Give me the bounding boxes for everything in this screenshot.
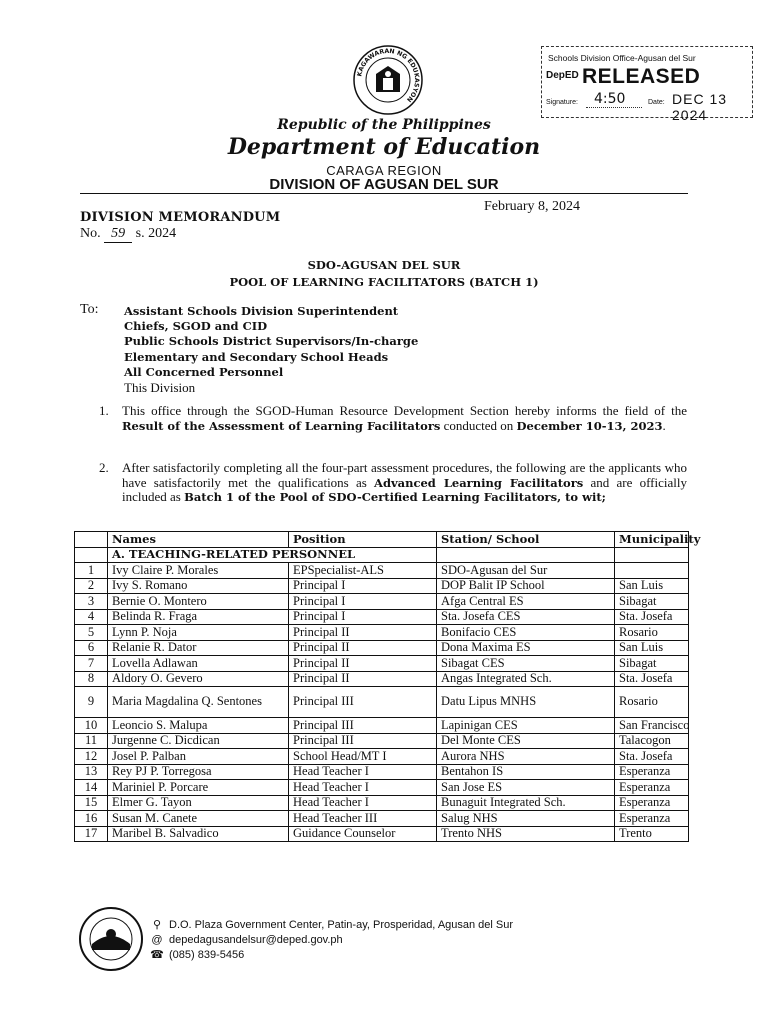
section-title: A. TEACHING-RELATED PERSONNEL: [108, 547, 437, 563]
memo-number-value: 59: [104, 226, 132, 243]
header-station: Station/ School: [437, 532, 615, 548]
paragraph-text: [122, 461, 687, 505]
cell-no: 8: [75, 671, 108, 687]
cell-no: 5: [75, 625, 108, 641]
cell-station: Afga Central ES: [437, 594, 615, 610]
cell-name: Mariniel P. Porcare: [108, 780, 289, 796]
cell-municipality: Esperanza: [615, 811, 689, 827]
cell-municipality: San Francisco: [615, 718, 689, 734]
memo-series: s. 2024: [135, 226, 177, 241]
cell-name: Maria Magdalina Q. Sentones: [108, 687, 289, 718]
header-republic: Republic of the Philippines: [277, 117, 491, 133]
cell-position: Principal III: [289, 733, 437, 749]
cell-name: Susan M. Canete: [108, 811, 289, 827]
cell-position: Head Teacher III: [289, 811, 437, 827]
released-stamp: [541, 46, 753, 123]
table-header-row: [75, 532, 689, 548]
table-row: [75, 795, 689, 811]
to-label: To:: [80, 302, 99, 317]
cell-name: Relanie R. Dator: [108, 640, 289, 656]
cell-position: Principal III: [289, 718, 437, 734]
cell-station: San Jose ES: [437, 780, 615, 796]
paragraph-text-segment: .: [662, 417, 666, 433]
section-no-cell: [75, 547, 108, 563]
cell-position: Principal I: [289, 594, 437, 610]
cell-no: 6: [75, 640, 108, 656]
stamp-date-value: DEC 13 2024: [672, 91, 728, 123]
cell-municipality: Esperanza: [615, 780, 689, 796]
cell-municipality: Rosario: [615, 625, 689, 641]
phone-icon: ☎: [150, 949, 164, 961]
table-row: [75, 609, 689, 625]
cell-station: Datu Lipus MNHS: [437, 687, 615, 718]
cell-municipality: Sta. Josefa: [615, 749, 689, 765]
paragraph-bold-segment: Batch 1 of the Pool of SDO-Certified Learning Facilitators, to wit;: [184, 490, 606, 505]
recipient-item: Elementary and Secondary School Heads: [124, 349, 389, 364]
stamp-deped: DepED: [546, 70, 579, 81]
cell-station: Bunaguit Integrated Sch.: [437, 795, 615, 811]
header-department: Department of Education: [227, 134, 541, 160]
table-row: [75, 764, 689, 780]
cell-position: Principal I: [289, 609, 437, 625]
cell-municipality: Sta. Josefa: [615, 671, 689, 687]
paragraph-text-segment: conducted on: [440, 417, 517, 433]
stamp-office: Schools Division Office-Agusan del Sur: [548, 53, 696, 63]
paragraph-bold-segment: Advanced Learning Facilitators: [374, 475, 584, 490]
paragraph-number: 1.: [99, 403, 109, 418]
memo-number: [80, 226, 176, 243]
recipient-item: Public Schools District Supervisors/In-charge: [124, 334, 419, 349]
cell-no: 11: [75, 733, 108, 749]
cell-station: Angas Integrated Sch.: [437, 671, 615, 687]
location-pin-icon: ⚲: [152, 919, 162, 931]
header-position: Position: [289, 532, 437, 548]
cell-no: 3: [75, 594, 108, 610]
table-row: [75, 656, 689, 672]
table-row: [75, 625, 689, 641]
cell-station: Aurora NHS: [437, 749, 615, 765]
cell-no: 9: [75, 687, 108, 718]
table-row: [75, 563, 689, 579]
memo-subject-line1: SDO-AGUSAN DEL SUR: [307, 258, 461, 272]
cell-no: 17: [75, 826, 108, 842]
memo-title: DIVISION MEMORANDUM: [80, 210, 281, 225]
footer-email: depedagusandelsur@deped.gov.ph: [169, 934, 343, 946]
paragraph-2: [99, 461, 687, 505]
cell-name: Rey PJ P. Torregosa: [108, 764, 289, 780]
recipient-item: All Concerned Personnel: [124, 364, 284, 379]
memo-date: February 8, 2024: [484, 199, 581, 214]
cell-position: Head Teacher I: [289, 795, 437, 811]
email-icon: @: [151, 934, 163, 946]
paragraph-bold-segment: December 10-13, 2023: [516, 418, 663, 433]
paragraph-text-segment: After satisfactorily completing all the four-part assessment procedures, the following are the applicants who have satisfactorily met the qualifications as: [122, 460, 687, 490]
recipient-item: Assistant Schools Division Superintendent: [124, 304, 399, 318]
cell-name: Belinda R. Fraga: [108, 609, 289, 625]
cell-no: 13: [75, 764, 108, 780]
footer-address: D.O. Plaza Government Center, Patin-ay, Prosperidad, Agusan del Sur: [169, 919, 514, 931]
cell-name: Elmer G. Tayon: [108, 795, 289, 811]
cell-no: 4: [75, 609, 108, 625]
header-no: [75, 532, 108, 548]
table-row: [75, 780, 689, 796]
cell-municipality: San Luis: [615, 578, 689, 594]
table-row: [75, 749, 689, 765]
section-row: [75, 547, 689, 563]
cell-municipality: Rosario: [615, 687, 689, 718]
paragraph-text-segment: and are officially included as: [122, 474, 687, 505]
cell-municipality: Talacogon: [615, 733, 689, 749]
cell-no: 12: [75, 749, 108, 765]
cell-municipality: San Luis: [615, 640, 689, 656]
footer-address-row: [150, 918, 513, 933]
memo-subject-line2: POOL OF LEARNING FACILITATORS (BATCH 1): [229, 275, 539, 289]
cell-station: Salug NHS: [437, 811, 615, 827]
paragraph-text: [122, 404, 687, 433]
cell-position: Principal III: [289, 687, 437, 718]
cell-position: Principal II: [289, 625, 437, 641]
cell-name: Ivy S. Romano: [108, 578, 289, 594]
cell-station: Bentahon IS: [437, 764, 615, 780]
table-row: [75, 733, 689, 749]
stamp-signature-label: Signature:: [546, 99, 578, 106]
cell-station: Dona Maxima ES: [437, 640, 615, 656]
paragraph-number: 2.: [99, 460, 109, 475]
stamp-status: RELEASED: [582, 65, 701, 88]
recipient-item: Chiefs, SGOD and CID: [124, 319, 268, 334]
table-row: [75, 671, 689, 687]
paragraph-1: [99, 404, 687, 433]
seal-ring-text: KAGAWARAN NG EDUKASYON: [356, 47, 421, 104]
cell-no: 14: [75, 780, 108, 796]
stamp-signature-line: [586, 107, 642, 108]
cell-no: 10: [75, 718, 108, 734]
cell-position: EPSpecialist-ALS: [289, 563, 437, 579]
cell-no: 16: [75, 811, 108, 827]
table-row: [75, 811, 689, 827]
cell-position: Principal II: [289, 671, 437, 687]
cell-municipality: Sta. Josefa: [615, 609, 689, 625]
cell-name: Maribel B. Salvadico: [108, 826, 289, 842]
header-divider: [80, 193, 688, 194]
cell-name: Leoncio S. Malupa: [108, 718, 289, 734]
footer-email-row: [150, 933, 513, 948]
cell-no: 2: [75, 578, 108, 594]
stamp-signature-value: 4:50: [594, 91, 626, 107]
cell-municipality: Sibagat: [615, 656, 689, 672]
cell-no: 15: [75, 795, 108, 811]
cell-municipality: [615, 563, 689, 579]
footer-logo: [78, 906, 144, 972]
cell-name: Lynn P. Noja: [108, 625, 289, 641]
footer-phone: (085) 839-5456: [169, 949, 245, 961]
cell-municipality: Sibagat: [615, 594, 689, 610]
cell-position: School Head/MT I: [289, 749, 437, 765]
cell-station: SDO-Agusan del Sur: [437, 563, 615, 579]
cell-station: Bonifacio CES: [437, 625, 615, 641]
footer-contact: [150, 918, 513, 963]
cell-no: 1: [75, 563, 108, 579]
section-empty-cell: [615, 547, 689, 563]
paragraph-bold-segment: Result of the Assessment of Learning Facilitators: [122, 418, 441, 433]
cell-position: Principal II: [289, 640, 437, 656]
cell-no: 7: [75, 656, 108, 672]
table-row: [75, 640, 689, 656]
header-names: Names: [108, 532, 289, 548]
header-region: CARAGA REGION: [326, 163, 442, 178]
cell-station: Trento NHS: [437, 826, 615, 842]
cell-station: Sta. Josefa CES: [437, 609, 615, 625]
cell-station: DOP Balit IP School: [437, 578, 615, 594]
section-empty-cell: [437, 547, 615, 563]
cell-municipality: Esperanza: [615, 795, 689, 811]
cell-name: Aldory O. Gevero: [108, 671, 289, 687]
facilitators-table: [74, 531, 701, 842]
cell-position: Head Teacher I: [289, 780, 437, 796]
deped-seal: [352, 44, 424, 116]
recipient-list: [124, 304, 418, 395]
memo-number-label: No.: [80, 226, 101, 241]
table-row: [75, 594, 689, 610]
cell-name: Josel P. Palban: [108, 749, 289, 765]
table-row: [75, 578, 689, 594]
header-municipality: Municipality: [615, 532, 689, 548]
table-row: [75, 687, 689, 718]
cell-station: Del Monte CES: [437, 733, 615, 749]
cell-municipality: Trento: [615, 826, 689, 842]
cell-station: Lapinigan CES: [437, 718, 615, 734]
table-row: [75, 826, 689, 842]
header-division: DIVISION OF AGUSAN DEL SUR: [269, 176, 499, 193]
table-row: [75, 718, 689, 734]
cell-position: Head Teacher I: [289, 764, 437, 780]
cell-position: Principal I: [289, 578, 437, 594]
recipient-closing: This Division: [124, 380, 196, 396]
footer-phone-row: [150, 948, 513, 963]
cell-station: Sibagat CES: [437, 656, 615, 672]
cell-name: Lovella Adlawan: [108, 656, 289, 672]
cell-name: Bernie O. Montero: [108, 594, 289, 610]
cell-name: Jurgenne C. Dicdican: [108, 733, 289, 749]
stamp-date-label: Date:: [648, 99, 665, 106]
paragraph-text-segment: This office through the SGOD-Human Resource Development Section hereby informs the field of the: [122, 403, 687, 418]
cell-position: Principal II: [289, 656, 437, 672]
cell-position: Guidance Counselor: [289, 826, 437, 842]
cell-municipality: Esperanza: [615, 764, 689, 780]
cell-name: Ivy Claire P. Morales: [108, 563, 289, 579]
